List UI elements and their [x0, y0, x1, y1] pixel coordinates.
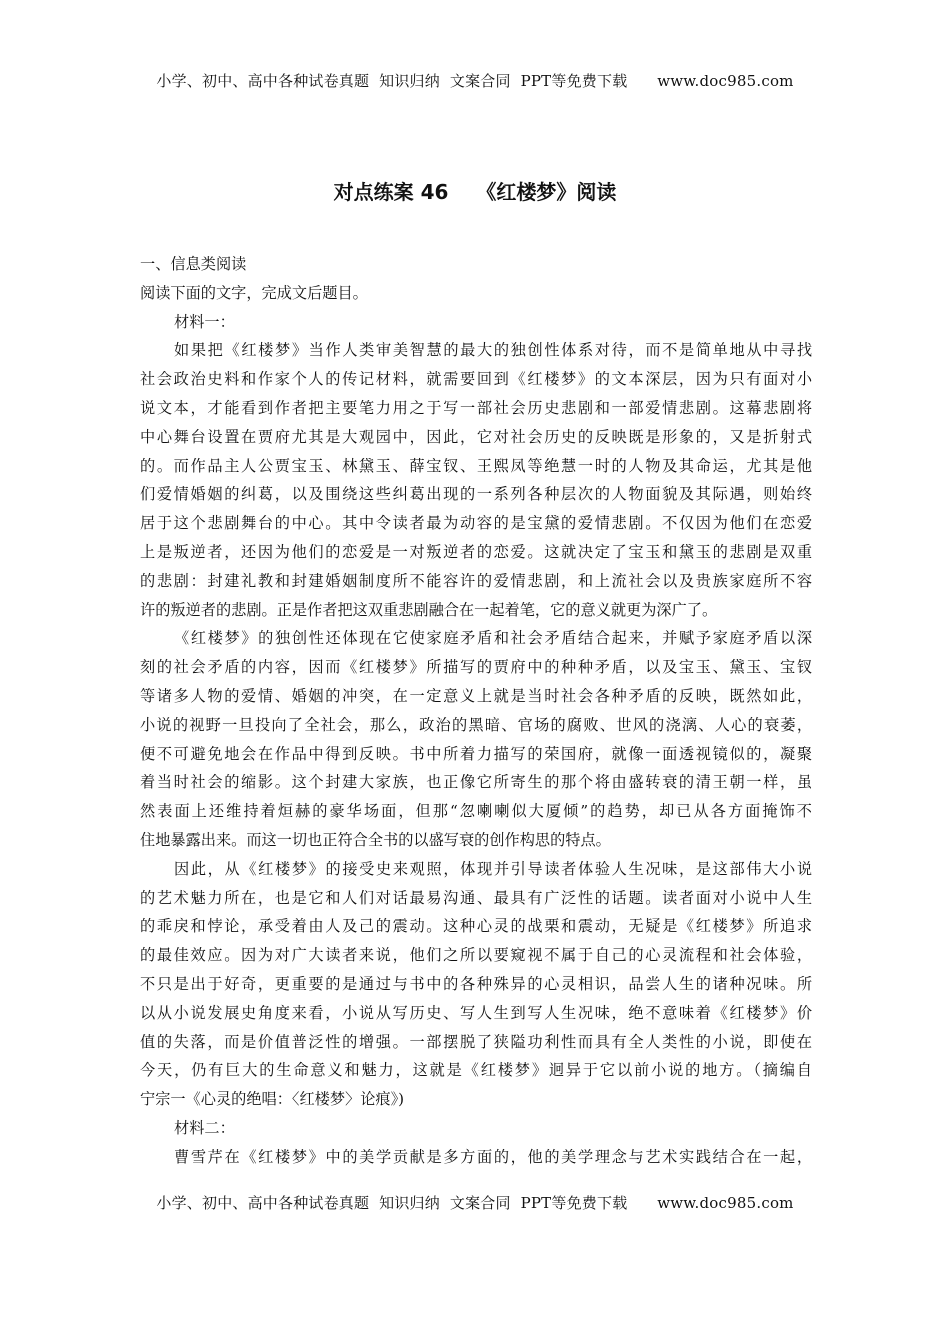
document-body [140, 250, 812, 1172]
page-title: 对点练案 46 《红楼梦》阅读 [333, 180, 617, 204]
paragraph-line: 的。而作品主人公贾宝玉、林黛玉、薛宝钗、王熙凤等绝慧一时的人物及其命运，尤其是他 [140, 456, 812, 475]
paragraph-line: 的悲剧：封建礼教和封建婚姻制度所不能容许的爱情悲剧，和上流社会以及贵族家庭所不容 [140, 571, 812, 590]
paragraph-line: 《红楼梦》的独创性还体现在它使家庭矛盾和社会矛盾结合起来，并赋予家庭矛盾以深 [174, 629, 812, 648]
paragraph-line: 社会政治史料和作家个人的传记材料，就需要回到《红楼梦》的文本深层，因为只有面对小 [140, 370, 812, 389]
paragraph-line: 小说的视野一旦投向了全社会，那么，政治的黑暗、官场的腐败、世风的浇漓、人心的衰萎， [140, 715, 812, 734]
paragraph-line: 便不可避免地会在作品中得到反映。书中所着力描写的荣国府，就像一面透视镜似的，凝聚 [140, 744, 812, 763]
paragraph-line: 着当时社会的缩影。这个封建大家族，也正像它所寄生的那个将由盛转衰的清王朝一样，虽 [140, 773, 812, 792]
paragraph-line: 宁宗一《心灵的绝唱：〈红楼梦〉论痕》) [140, 1090, 405, 1109]
paragraph-2 [140, 624, 812, 854]
paragraph-line: 的艺术魅力所在，也是它和人们对话最易沟通、最具有广泛性的话题。读者面对小说中人生 [140, 888, 812, 907]
instruction-text: 阅读下面的文字，完成文后题目。 [140, 283, 368, 302]
paragraph-line: 曹雪芹在《红楼梦》中的美学贡献是多方面的，他的美学理念与艺术实践结合在一起， [174, 1147, 812, 1166]
material-label: 材料一： [174, 312, 235, 331]
page-footer: 小学、初中、高中各种试卷真题 知识归纳 文案合同 PPT等免费下载 www.doc985.com [156, 1194, 794, 1212]
paragraph-line: 等诸多人物的爱情、婚姻的冲突，在一定意义上就是当时社会各种矛盾的反映，既然如此， [140, 686, 812, 705]
page-header: 小学、初中、高中各种试卷真题 知识归纳 文案合同 PPT等免费下载 www.doc985.com [156, 72, 794, 90]
paragraph-4 [140, 1143, 812, 1172]
paragraph-line: 值的失落，而是价值普泛性的增强。一部摆脱了狭隘功利性而具有全人类性的小说，即使在 [140, 1032, 812, 1051]
paragraph-line: 的乖戾和悖论，承受着由人及己的震动。这种心灵的战栗和震动，无疑是《红楼梦》所追求 [140, 917, 812, 936]
paragraph-line: 说文本，才能看到作者把主要笔力用之于写一部社会历史悲剧和一部爱情悲剧。这幕悲剧将 [140, 398, 812, 417]
paragraph-line: 刻的社会矛盾的内容，因而《红楼梦》所描写的贾府中的种种矛盾，以及宝玉、黛玉、宝钗 [140, 658, 812, 677]
paragraph-line: 的最佳效应。因为对广大读者来说，他们之所以要窥视不属于自己的心灵流程和社会体验， [140, 946, 812, 965]
paragraph-line: 如果把《红楼梦》当作人类审美智慧的最大的独创性体系对待，而不是简单地从中寻找 [174, 341, 812, 360]
paragraph-1 [140, 336, 812, 624]
paragraph-line: 上是叛逆者，还因为他们的恋爱是一对叛逆者的恋爱。这就决定了宝玉和黛玉的悲剧是双重 [140, 542, 812, 561]
material-label: 材料二： [174, 1118, 235, 1137]
paragraph-line: 们爱情婚姻的纠葛，以及围绕这些纠葛出现的一系列各种层次的人物面貌及其际遇，则始终 [140, 485, 812, 504]
paragraph-line: 中心舞台设置在贾府尤其是大观园中，因此，它对社会历史的反映既是形象的，又是折射式 [140, 427, 812, 446]
paragraph-line: 以从小说发展史角度来看，小说从写历史、写人生到写人生况味，绝不意味着《红楼梦》价 [140, 1003, 812, 1022]
paragraph-3 [140, 855, 812, 1114]
paragraph-line: 居于这个悲剧舞台的中心。其中令读者最为动容的是宝黛的爱情悲剧。不仅因为他们在恋爱 [140, 514, 812, 533]
paragraph-line: 不只是出于好奇，更重要的是通过与书中的各种殊异的心灵相识，品尝人生的诸种况味。所 [140, 974, 812, 993]
paragraph-line: 然表面上还维持着烜赫的豪华场面，但那“忽喇喇似大厦倾”的趋势，却已从各方面掩饰不 [140, 802, 812, 821]
paragraph-line: 许的叛逆者的悲剧。正是作者把这双重悲剧融合在一起着笔，它的意义就更为深广了。 [140, 600, 718, 619]
paragraph-line: 住地暴露出来。而这一切也正符合全书的以盛写衰的创作构思的特点。 [140, 830, 611, 849]
paragraph-line: 今天，仍有巨大的生命意义和魅力，这就是《红楼梦》迥异于它以前小说的地方。（摘编自 [140, 1061, 812, 1080]
paragraph-line: 因此，从《红楼梦》的接受史来观照，体现并引导读者体验人生况味，是这部伟大小说 [174, 859, 812, 878]
section-heading: 一、信息类阅读 [140, 255, 247, 273]
